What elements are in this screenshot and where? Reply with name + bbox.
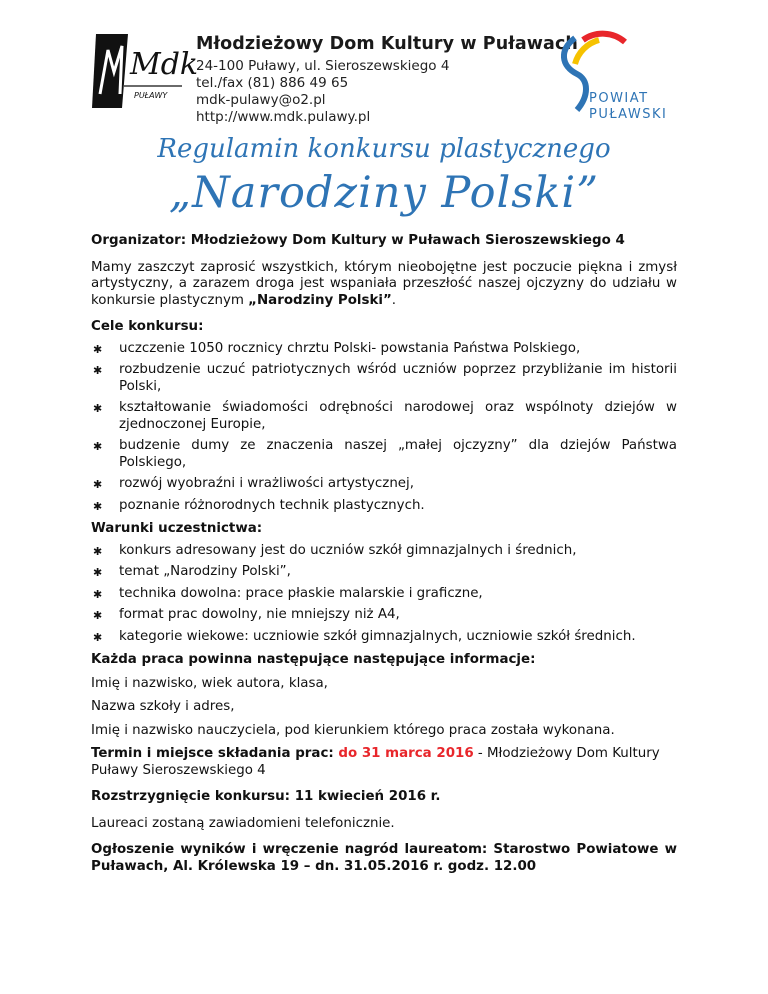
- organization-email: mdk-pulawy@o2.pl: [196, 92, 326, 108]
- goals-heading: Cele konkursu:: [91, 319, 204, 334]
- contest-title: „Narodziny Polski”: [168, 168, 600, 218]
- list-item-text: rozwój wyobraźni i wrażliwości artystycznej,: [119, 476, 415, 491]
- asterisk-bullet-icon: ✱: [93, 566, 103, 579]
- intro-paragraph: [91, 260, 677, 310]
- deadline-label: Termin i miejsce składania prac:: [91, 746, 339, 761]
- intro-text: Mamy zaszczyt zaprosić wszystkich, którym nieobojętne jest poczucie piękna i zmysł artystyczny, a zarazem droga jest wspaniała przeszłość naszej ojczyzny do udziału w konkursie plastycznym: [91, 259, 677, 308]
- asterisk-bullet-icon: ✱: [93, 499, 103, 513]
- organization-name: Młodzieżowy Dom Kultury w Puławach: [196, 34, 578, 54]
- organization-phone: tel./fax (81) 886 49 65: [196, 75, 349, 91]
- list-item: [91, 362, 677, 395]
- document-body: [91, 233, 677, 875]
- list-item-text: technika dowolna: prace płaskie malarskie i graficzne,: [119, 585, 483, 601]
- asterisk-bullet-icon: ✱: [93, 402, 103, 415]
- intro-end: .: [391, 292, 397, 308]
- svg-text:POWIAT: POWIAT: [589, 91, 649, 106]
- list-item-text: format prac dowolny, nie mniejszy niż A4,: [119, 607, 400, 622]
- asterisk-bullet-icon: ✱: [93, 609, 103, 622]
- svg-text:PUŁAWY: PUŁAWY: [134, 91, 168, 100]
- asterisk-bullet-icon: ✱: [93, 342, 103, 356]
- list-item: [91, 341, 677, 358]
- notification-line: Laureaci zostaną zawiadomieni telefonicznie.: [91, 815, 395, 831]
- asterisk-bullet-icon: ✱: [93, 630, 103, 644]
- powiat-pulawski-logo-icon: [555, 30, 685, 126]
- list-item: [91, 629, 677, 646]
- deadline-date: do 31 marca 2016: [338, 746, 474, 761]
- asterisk-bullet-icon: ✱: [93, 544, 103, 558]
- mdk-logo-icon: [88, 32, 199, 110]
- list-item: [91, 400, 677, 433]
- organizer-line: Organizator: Młodzieżowy Dom Kultury w Puławach Sieroszewskiego 4: [91, 233, 625, 248]
- list-item: [91, 564, 677, 581]
- info-heading: Każda praca powinna następujące następujące informacje:: [91, 652, 536, 667]
- conditions-list: [91, 543, 677, 646]
- list-item: [91, 438, 677, 471]
- deadline-paragraph: [91, 746, 677, 779]
- deadline-place: - Młodzieżowy Dom Kultury Puławy Sieroszewskiego 4: [91, 746, 660, 778]
- resolution-line: Rozstrzygnięcie konkursu: 11 kwiecień 2016 r.: [91, 789, 441, 804]
- list-item: [91, 607, 677, 624]
- regulation-title: Regulamin konkursu plastycznego: [157, 134, 611, 164]
- goals-list: [91, 341, 677, 515]
- conditions-heading: Warunki uczestnictwa:: [91, 521, 263, 536]
- list-item-text: konkurs adresowany jest do uczniów szkół gimnazjalnych i średnich,: [119, 542, 577, 558]
- list-item-text: poznanie różnorodnych technik plastycznych.: [119, 497, 425, 513]
- intro-contest-name: „Narodziny Polski”: [248, 292, 392, 308]
- asterisk-bullet-icon: ✱: [93, 364, 103, 377]
- organization-website: http://www.mdk.pulawy.pl: [196, 109, 371, 125]
- list-item-text: uczczenie 1050 rocznicy chrztu Polski- powstania Państwa Polskiego,: [119, 340, 581, 356]
- info-line: Nazwa szkoły i adres,: [91, 699, 235, 714]
- asterisk-bullet-icon: ✱: [93, 587, 103, 601]
- list-item-text: rozbudzenie uczuć patriotycznych wśród uczniów poprzez przybliżanie im historii Polski,: [119, 362, 677, 394]
- info-line: Imię i nazwisko nauczyciela, pod kierunkiem którego praca została wykonana.: [91, 722, 615, 738]
- list-item-text: kategorie wiekowe: uczniowie szkół gimnazjalnych, uczniowie szkół średnich.: [119, 628, 636, 644]
- list-item: [91, 476, 677, 493]
- organization-address: 24-100 Puławy, ul. Sieroszewskiego 4: [196, 58, 450, 74]
- list-item-text: budzenie dumy ze znaczenia naszej „małej ojczyzny” dla dziejów Państwa Polskiego,: [119, 438, 677, 470]
- svg-text:PUŁAWSKI: PUŁAWSKI: [589, 107, 668, 122]
- asterisk-bullet-icon: ✱: [93, 440, 103, 453]
- svg-text:Mdk: Mdk: [130, 47, 199, 82]
- list-item: [91, 498, 677, 515]
- organization-info: [196, 34, 578, 126]
- list-item-text: temat „Narodziny Polski”,: [119, 564, 291, 579]
- list-item-text: kształtowanie świadomości odrębności narodowej oraz wspólnoty dziejów w zjednoczonej Europie,: [119, 400, 677, 432]
- asterisk-bullet-icon: ✱: [93, 478, 103, 491]
- info-line: Imię i nazwisko, wiek autora, klasa,: [91, 675, 328, 691]
- awards-line: Ogłoszenie wyników i wręczenie nagród laureatom: Starostwo Powiatowe w Puławach, Al. Królewska 19 – dn. 31.05.2016 r. godz. 12.00: [91, 842, 677, 874]
- list-item: [91, 543, 677, 560]
- list-item: [91, 586, 677, 603]
